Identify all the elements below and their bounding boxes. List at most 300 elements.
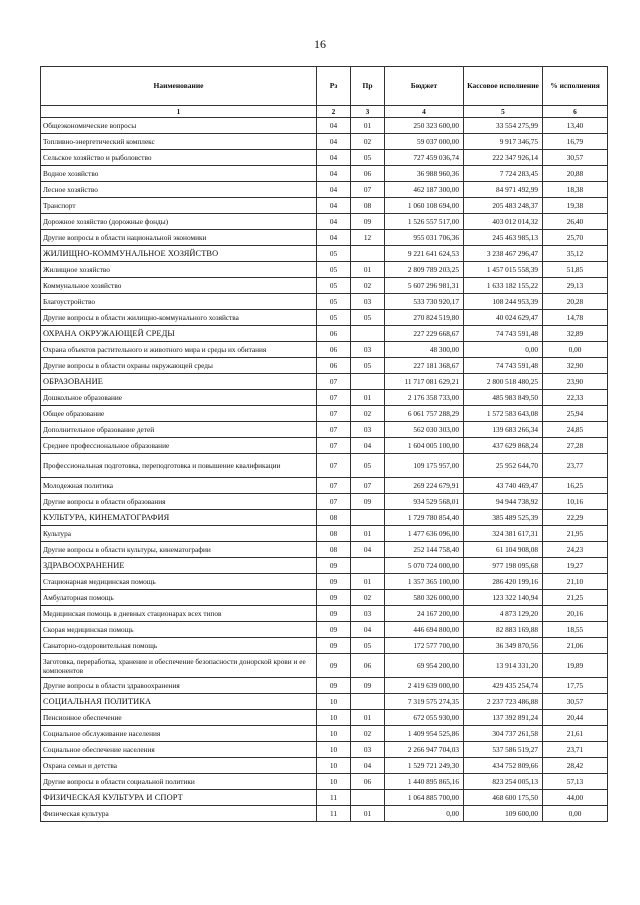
row-rz: 05 <box>317 246 351 262</box>
row-pr: 03 <box>351 742 385 758</box>
row-pr <box>351 246 385 262</box>
row-rz: 07 <box>317 494 351 510</box>
row-percent: 18,55 <box>543 622 608 638</box>
table-row <box>41 622 608 638</box>
row-rz: 04 <box>317 230 351 246</box>
row-budget: 1 440 895 865,16 <box>385 774 464 790</box>
row-budget: 727 459 036,74 <box>385 150 464 166</box>
row-rz: 07 <box>317 422 351 438</box>
row-cash-execution: 61 104 908,08 <box>464 542 543 558</box>
table-row <box>41 262 608 278</box>
row-name: СОЦИАЛЬНАЯ ПОЛИТИКА <box>41 694 317 710</box>
row-budget: 1 529 721 249,30 <box>385 758 464 774</box>
row-cash-execution: 222 347 926,14 <box>464 150 543 166</box>
row-cash-execution: 25 952 644,70 <box>464 454 543 478</box>
row-pr <box>351 558 385 574</box>
row-percent: 16,25 <box>543 478 608 494</box>
row-rz: 07 <box>317 438 351 454</box>
row-name: ЖИЛИЩНО-КОММУНАЛЬНОЕ ХОЗЯЙСТВО <box>41 246 317 262</box>
row-rz: 04 <box>317 198 351 214</box>
row-rz: 11 <box>317 790 351 806</box>
row-percent: 44,00 <box>543 790 608 806</box>
row-rz: 09 <box>317 678 351 694</box>
row-pr: 01 <box>351 710 385 726</box>
row-name: Физическая культура <box>41 806 317 822</box>
row-pr: 03 <box>351 606 385 622</box>
row-budget: 269 224 679,91 <box>385 478 464 494</box>
row-cash-execution: 9 917 346,75 <box>464 134 543 150</box>
row-pr <box>351 374 385 390</box>
row-cash-execution: 304 737 261,58 <box>464 726 543 742</box>
row-name: Другие вопросы в области культуры, кинематографии <box>41 542 317 558</box>
row-percent: 20,16 <box>543 606 608 622</box>
header-pr: Пр <box>351 67 385 106</box>
table-row <box>41 422 608 438</box>
row-name: Социальное обеспечение населения <box>41 742 317 758</box>
row-budget: 7 319 575 274,35 <box>385 694 464 710</box>
row-name: Другие вопросы в области жилищно-коммунального хозяйства <box>41 310 317 326</box>
row-percent: 0,00 <box>543 806 608 822</box>
row-pr: 04 <box>351 622 385 638</box>
row-rz: 04 <box>317 150 351 166</box>
row-percent: 10,16 <box>543 494 608 510</box>
column-number-row <box>41 106 608 118</box>
row-rz: 10 <box>317 742 351 758</box>
row-percent: 0,00 <box>543 342 608 358</box>
row-percent: 21,25 <box>543 590 608 606</box>
row-budget: 446 694 800,00 <box>385 622 464 638</box>
row-rz: 09 <box>317 558 351 574</box>
row-rz: 07 <box>317 454 351 478</box>
row-percent: 14,78 <box>543 310 608 326</box>
row-budget: 1 477 636 096,00 <box>385 526 464 542</box>
row-budget: 48 300,00 <box>385 342 464 358</box>
table-row <box>41 678 608 694</box>
table-row <box>41 406 608 422</box>
table-row <box>41 390 608 406</box>
row-rz: 04 <box>317 182 351 198</box>
row-cash-execution: 205 483 248,37 <box>464 198 543 214</box>
row-budget: 5 070 724 000,00 <box>385 558 464 574</box>
row-name: Дорожное хозяйство (дорожные фонды) <box>41 214 317 230</box>
row-percent: 21,95 <box>543 526 608 542</box>
row-name: Жилищное хозяйство <box>41 262 317 278</box>
table-row <box>41 654 608 678</box>
row-pr: 07 <box>351 182 385 198</box>
row-rz: 05 <box>317 262 351 278</box>
table-row <box>41 574 608 590</box>
row-pr: 12 <box>351 230 385 246</box>
row-cash-execution: 437 629 868,24 <box>464 438 543 454</box>
row-pr: 07 <box>351 478 385 494</box>
row-name: ОБРАЗОВАНИЕ <box>41 374 317 390</box>
row-percent: 21,61 <box>543 726 608 742</box>
row-budget: 1 729 780 854,40 <box>385 510 464 526</box>
table-row <box>41 182 608 198</box>
row-percent: 29,13 <box>543 278 608 294</box>
row-cash-execution: 403 012 014,32 <box>464 214 543 230</box>
row-pr: 02 <box>351 590 385 606</box>
table-row <box>41 294 608 310</box>
row-budget: 270 824 519,80 <box>385 310 464 326</box>
row-cash-execution: 3 238 467 296,47 <box>464 246 543 262</box>
row-budget: 1 060 108 694,00 <box>385 198 464 214</box>
row-pr: 01 <box>351 390 385 406</box>
row-budget: 250 323 600,00 <box>385 118 464 134</box>
row-pr <box>351 790 385 806</box>
row-budget: 1 409 954 525,86 <box>385 726 464 742</box>
row-pr: 06 <box>351 166 385 182</box>
row-cash-execution: 40 024 629,47 <box>464 310 543 326</box>
row-budget: 11 717 081 629,21 <box>385 374 464 390</box>
table-row <box>41 542 608 558</box>
row-budget: 252 144 758,40 <box>385 542 464 558</box>
section-row <box>41 374 608 390</box>
row-percent: 18,38 <box>543 182 608 198</box>
row-cash-execution: 245 463 985,13 <box>464 230 543 246</box>
row-name: Топливно-энергетический комплекс <box>41 134 317 150</box>
row-name: ФИЗИЧЕСКАЯ КУЛЬТУРА И СПОРТ <box>41 790 317 806</box>
row-name: Транспорт <box>41 198 317 214</box>
row-pr: 05 <box>351 638 385 654</box>
row-pr: 03 <box>351 422 385 438</box>
header-cash-execution: Кассовое исполнение <box>464 67 543 106</box>
row-cash-execution: 7 724 283,45 <box>464 166 543 182</box>
row-name: Другие вопросы в области национальной экономики <box>41 230 317 246</box>
table-row <box>41 214 608 230</box>
row-rz: 10 <box>317 694 351 710</box>
row-pr: 01 <box>351 574 385 590</box>
row-name: Дополнительное образование детей <box>41 422 317 438</box>
row-budget: 580 326 000,00 <box>385 590 464 606</box>
section-row <box>41 558 608 574</box>
row-pr <box>351 694 385 710</box>
row-name: ОХРАНА ОКРУЖАЮЩЕЙ СРЕДЫ <box>41 326 317 342</box>
row-cash-execution: 4 873 129,20 <box>464 606 543 622</box>
row-pr: 05 <box>351 150 385 166</box>
row-pr: 01 <box>351 806 385 822</box>
row-pr <box>351 510 385 526</box>
row-pr: 02 <box>351 406 385 422</box>
row-percent: 21,06 <box>543 638 608 654</box>
row-budget: 6 061 757 288,29 <box>385 406 464 422</box>
row-name: Охрана семьи и детства <box>41 758 317 774</box>
row-percent: 23,77 <box>543 454 608 478</box>
row-pr: 01 <box>351 262 385 278</box>
row-budget: 672 055 930,00 <box>385 710 464 726</box>
row-pr: 01 <box>351 118 385 134</box>
row-name: Профессиональная подготовка, переподготовка и повышение квалификации <box>41 454 317 478</box>
row-percent: 21,10 <box>543 574 608 590</box>
row-rz: 09 <box>317 638 351 654</box>
row-rz: 06 <box>317 326 351 342</box>
row-cash-execution: 82 883 169,88 <box>464 622 543 638</box>
row-pr: 03 <box>351 294 385 310</box>
row-cash-execution: 108 244 953,39 <box>464 294 543 310</box>
row-percent: 17,75 <box>543 678 608 694</box>
budget-execution-table <box>40 66 608 822</box>
row-rz: 06 <box>317 342 351 358</box>
row-rz: 09 <box>317 622 351 638</box>
table-header-row <box>41 67 608 106</box>
row-budget: 1 357 365 100,00 <box>385 574 464 590</box>
row-name: Другие вопросы в области охраны окружающей среды <box>41 358 317 374</box>
row-name: Социальное обслуживание населения <box>41 726 317 742</box>
table-row <box>41 230 608 246</box>
row-pr: 05 <box>351 454 385 478</box>
row-name: Общее образование <box>41 406 317 422</box>
row-budget: 2 419 639 000,00 <box>385 678 464 694</box>
row-name: Пенсионное обеспечение <box>41 710 317 726</box>
row-cash-execution: 109 600,00 <box>464 806 543 822</box>
row-cash-execution: 2 800 518 480,25 <box>464 374 543 390</box>
row-percent: 22,33 <box>543 390 608 406</box>
row-percent: 20,88 <box>543 166 608 182</box>
row-cash-execution: 94 944 738,92 <box>464 494 543 510</box>
row-percent: 51,85 <box>543 262 608 278</box>
row-name: Другие вопросы в области образования <box>41 494 317 510</box>
row-cash-execution: 1 457 015 558,39 <box>464 262 543 278</box>
table-row <box>41 526 608 542</box>
header-rz: Рз <box>317 67 351 106</box>
row-cash-execution: 823 254 005,13 <box>464 774 543 790</box>
row-cash-execution: 33 554 275,99 <box>464 118 543 134</box>
header-budget: Бюджет <box>385 67 464 106</box>
table-row <box>41 638 608 654</box>
row-percent: 26,40 <box>543 214 608 230</box>
column-number: 5 <box>464 106 543 118</box>
row-budget: 109 175 957,00 <box>385 454 464 478</box>
row-budget: 2 809 789 203,25 <box>385 262 464 278</box>
table-row <box>41 438 608 454</box>
table-row <box>41 358 608 374</box>
row-budget: 2 176 358 733,00 <box>385 390 464 406</box>
row-cash-execution: 0,00 <box>464 342 543 358</box>
row-rz: 09 <box>317 654 351 678</box>
row-name: Стационарная медицинская помощь <box>41 574 317 590</box>
row-pr: 06 <box>351 654 385 678</box>
row-pr: 09 <box>351 214 385 230</box>
row-rz: 07 <box>317 390 351 406</box>
row-pr: 01 <box>351 526 385 542</box>
row-budget: 227 181 368,67 <box>385 358 464 374</box>
row-cash-execution: 43 740 469,47 <box>464 478 543 494</box>
row-percent: 20,28 <box>543 294 608 310</box>
row-pr: 03 <box>351 342 385 358</box>
table-row <box>41 454 608 478</box>
table-row <box>41 278 608 294</box>
row-name: Водное хозяйство <box>41 166 317 182</box>
row-name: Заготовка, переработка, хранение и обеспечение безопасности донорской крови и ее компонентов <box>41 654 317 678</box>
row-percent: 30,57 <box>543 694 608 710</box>
row-percent: 24,85 <box>543 422 608 438</box>
row-rz: 04 <box>317 166 351 182</box>
table-row <box>41 198 608 214</box>
table-row <box>41 726 608 742</box>
row-rz: 09 <box>317 606 351 622</box>
row-budget: 934 529 568,01 <box>385 494 464 510</box>
row-percent: 28,42 <box>543 758 608 774</box>
row-budget: 1 604 005 100,00 <box>385 438 464 454</box>
row-cash-execution: 1 633 182 155,22 <box>464 278 543 294</box>
table-row <box>41 710 608 726</box>
row-budget: 2 266 947 704,03 <box>385 742 464 758</box>
row-budget: 955 031 706,36 <box>385 230 464 246</box>
column-number: 4 <box>385 106 464 118</box>
table-row <box>41 166 608 182</box>
row-rz: 11 <box>317 806 351 822</box>
row-name: Другие вопросы в области социальной политики <box>41 774 317 790</box>
row-rz: 09 <box>317 590 351 606</box>
row-rz: 09 <box>317 574 351 590</box>
row-name: Скорая медицинская помощь <box>41 622 317 638</box>
row-rz: 04 <box>317 214 351 230</box>
row-budget: 533 730 920,17 <box>385 294 464 310</box>
row-cash-execution: 137 392 891,24 <box>464 710 543 726</box>
row-cash-execution: 537 586 519,27 <box>464 742 543 758</box>
row-name: Санаторно-оздоровительная помощь <box>41 638 317 654</box>
row-pr: 05 <box>351 310 385 326</box>
table-row <box>41 806 608 822</box>
header-percent-execution: % исполнения <box>543 67 608 106</box>
row-pr: 05 <box>351 358 385 374</box>
row-name: Культура <box>41 526 317 542</box>
row-cash-execution: 74 743 591,48 <box>464 326 543 342</box>
row-pr <box>351 326 385 342</box>
row-cash-execution: 2 237 723 486,88 <box>464 694 543 710</box>
table-row <box>41 478 608 494</box>
table-body <box>41 118 608 822</box>
row-name: ЗДРАВООХРАНЕНИЕ <box>41 558 317 574</box>
row-budget: 36 988 960,36 <box>385 166 464 182</box>
section-row <box>41 694 608 710</box>
row-cash-execution: 13 914 331,20 <box>464 654 543 678</box>
row-percent: 19,89 <box>543 654 608 678</box>
row-pr: 04 <box>351 438 385 454</box>
row-percent: 27,28 <box>543 438 608 454</box>
row-rz: 04 <box>317 134 351 150</box>
row-cash-execution: 84 971 492,99 <box>464 182 543 198</box>
row-pr: 02 <box>351 278 385 294</box>
row-cash-execution: 324 381 617,31 <box>464 526 543 542</box>
row-rz: 10 <box>317 774 351 790</box>
row-rz: 08 <box>317 510 351 526</box>
row-name: Общеэкономические вопросы <box>41 118 317 134</box>
row-name: Коммунальное хозяйство <box>41 278 317 294</box>
row-cash-execution: 468 600 175,50 <box>464 790 543 806</box>
table-row <box>41 118 608 134</box>
row-cash-execution: 429 435 254,74 <box>464 678 543 694</box>
row-percent: 19,38 <box>543 198 608 214</box>
row-percent: 23,71 <box>543 742 608 758</box>
section-row <box>41 790 608 806</box>
table-row <box>41 758 608 774</box>
row-percent: 13,40 <box>543 118 608 134</box>
row-rz: 06 <box>317 358 351 374</box>
row-percent: 25,70 <box>543 230 608 246</box>
row-budget: 1 526 557 517,00 <box>385 214 464 230</box>
table-row <box>41 310 608 326</box>
row-cash-execution: 1 572 583 643,08 <box>464 406 543 422</box>
header-name: Наименование <box>41 67 317 106</box>
row-percent: 20,44 <box>543 710 608 726</box>
column-number: 1 <box>41 106 317 118</box>
row-pr: 04 <box>351 758 385 774</box>
section-row <box>41 246 608 262</box>
row-rz: 05 <box>317 278 351 294</box>
row-name: Лесное хозяйство <box>41 182 317 198</box>
row-cash-execution: 485 983 849,50 <box>464 390 543 406</box>
row-budget: 1 064 885 700,00 <box>385 790 464 806</box>
row-name: Среднее профессиональное образование <box>41 438 317 454</box>
row-name: Медицинская помощь в дневных стационарах всех типов <box>41 606 317 622</box>
row-name: Сельское хозяйство и рыболовство <box>41 150 317 166</box>
section-row <box>41 326 608 342</box>
row-pr: 06 <box>351 774 385 790</box>
row-percent: 23,90 <box>543 374 608 390</box>
table-row <box>41 590 608 606</box>
row-name: Благоустройство <box>41 294 317 310</box>
section-row <box>41 510 608 526</box>
row-percent: 57,13 <box>543 774 608 790</box>
row-cash-execution: 123 322 140,94 <box>464 590 543 606</box>
row-percent: 35,12 <box>543 246 608 262</box>
row-pr: 09 <box>351 494 385 510</box>
row-rz: 10 <box>317 726 351 742</box>
row-name: Амбулаторная помощь <box>41 590 317 606</box>
row-cash-execution: 36 349 870,56 <box>464 638 543 654</box>
column-number: 6 <box>543 106 608 118</box>
row-percent: 32,90 <box>543 358 608 374</box>
row-cash-execution: 977 198 095,68 <box>464 558 543 574</box>
row-rz: 05 <box>317 294 351 310</box>
row-pr: 09 <box>351 678 385 694</box>
row-name: Другие вопросы в области здравоохранения <box>41 678 317 694</box>
row-rz: 10 <box>317 710 351 726</box>
row-rz: 10 <box>317 758 351 774</box>
row-cash-execution: 74 743 591,48 <box>464 358 543 374</box>
row-budget: 24 167 200,00 <box>385 606 464 622</box>
column-number: 3 <box>351 106 385 118</box>
row-rz: 05 <box>317 310 351 326</box>
row-percent: 19,27 <box>543 558 608 574</box>
table-row <box>41 774 608 790</box>
row-rz: 07 <box>317 406 351 422</box>
page-number: 16 <box>314 37 326 51</box>
row-rz: 07 <box>317 374 351 390</box>
row-percent: 25,94 <box>543 406 608 422</box>
row-budget: 0,00 <box>385 806 464 822</box>
row-name: КУЛЬТУРА, КИНЕМАТОГРАФИЯ <box>41 510 317 526</box>
table-row <box>41 494 608 510</box>
table-row <box>41 150 608 166</box>
table-row <box>41 134 608 150</box>
row-name: Молодежная политика <box>41 478 317 494</box>
row-cash-execution: 434 752 809,66 <box>464 758 543 774</box>
row-budget: 5 607 296 981,31 <box>385 278 464 294</box>
row-name: Охрана объектов растительного и животного мира и среды их обитания <box>41 342 317 358</box>
row-percent: 24,23 <box>543 542 608 558</box>
table-row <box>41 342 608 358</box>
column-number: 2 <box>317 106 351 118</box>
row-cash-execution: 286 420 199,16 <box>464 574 543 590</box>
row-cash-execution: 139 683 266,34 <box>464 422 543 438</box>
row-name: Дошкольное образование <box>41 390 317 406</box>
row-budget: 172 577 700,00 <box>385 638 464 654</box>
table-row <box>41 742 608 758</box>
row-percent: 22,29 <box>543 510 608 526</box>
row-pr: 08 <box>351 198 385 214</box>
